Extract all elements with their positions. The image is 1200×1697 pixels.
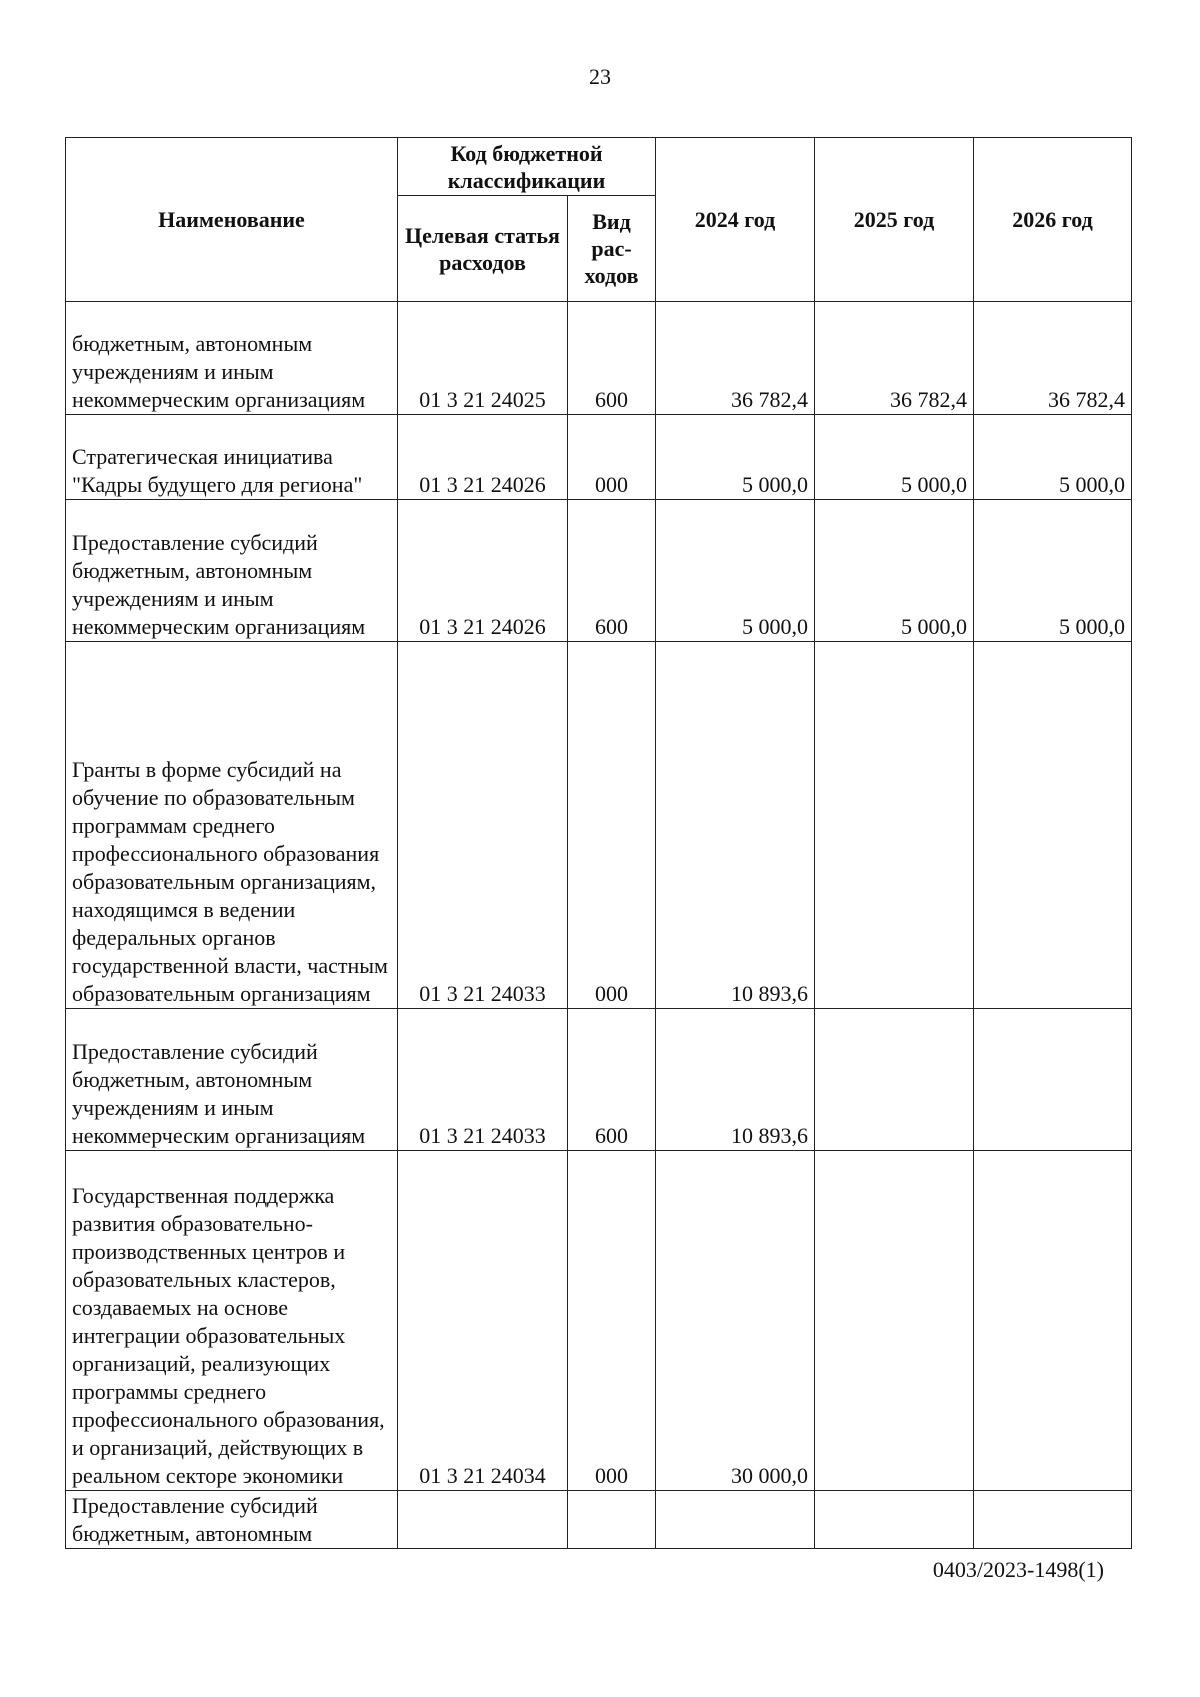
row-target-code: 01 3 21 24025 xyxy=(398,302,568,415)
header-2025: 2025 год xyxy=(815,138,974,302)
row-value-2025 xyxy=(815,1491,974,1549)
row-value-2024: 10 893,6 xyxy=(656,1009,815,1151)
row-value-2026 xyxy=(974,1151,1132,1491)
row-expense-kind: 000 xyxy=(568,1151,656,1491)
budget-table xyxy=(65,137,1132,1549)
table-row xyxy=(66,415,1132,500)
row-target-code: 01 3 21 24026 xyxy=(398,500,568,642)
row-value-2026 xyxy=(974,1491,1132,1549)
table-row xyxy=(66,1491,1132,1549)
table-row xyxy=(66,302,1132,415)
header-name: Наименование xyxy=(66,138,398,302)
row-value-2024 xyxy=(656,1491,815,1549)
row-expense-kind: 600 xyxy=(568,302,656,415)
row-value-2024: 5 000,0 xyxy=(656,500,815,642)
header-2024: 2024 год xyxy=(656,138,815,302)
row-value-2026: 5 000,0 xyxy=(974,415,1132,500)
row-value-2026: 36 782,4 xyxy=(974,302,1132,415)
row-name: Государственная поддержка развития образовательно-производственных центров и образовательных кластеров, создаваемых на основе интеграции образовательных организаций, реализующих программы среднего профессионального образования, и организаций, действующих в реальном секторе экономики xyxy=(66,1151,398,1491)
page-number: 23 xyxy=(589,64,611,89)
header-target-article: Целевая статья расходов xyxy=(398,196,568,302)
row-expense-kind xyxy=(568,1491,656,1549)
row-value-2026 xyxy=(974,642,1132,1009)
table-row xyxy=(66,1009,1132,1151)
row-expense-kind: 000 xyxy=(568,642,656,1009)
row-value-2024: 5 000,0 xyxy=(656,415,815,500)
row-target-code: 01 3 21 24034 xyxy=(398,1151,568,1491)
table-row xyxy=(66,1151,1132,1491)
row-name: Стратегическая инициатива "Кадры будущего для региона" xyxy=(66,415,398,500)
row-value-2025 xyxy=(815,1009,974,1151)
row-target-code: 01 3 21 24033 xyxy=(398,642,568,1009)
row-target-code: 01 3 21 24026 xyxy=(398,415,568,500)
row-name: Предоставление субсидий бюджетным, автономным xyxy=(66,1491,398,1549)
table-row xyxy=(66,642,1132,1009)
table-header xyxy=(66,138,1132,302)
row-name: Предоставление субсидий бюджетным, автономным учреждениям и иным некоммерческим организациям xyxy=(66,500,398,642)
row-target-code: 01 3 21 24033 xyxy=(398,1009,568,1151)
row-value-2025 xyxy=(815,642,974,1009)
row-name: Предоставление субсидий бюджетным, автономным учреждениям и иным некоммерческим организациям xyxy=(66,1009,398,1151)
row-name: бюджетным, автономным учреждениям и иным некоммерческим организациям xyxy=(66,302,398,415)
row-expense-kind: 000 xyxy=(568,415,656,500)
row-value-2026: 5 000,0 xyxy=(974,500,1132,642)
header-code-group: Код бюджетной классификации xyxy=(398,138,656,196)
row-target-code xyxy=(398,1491,568,1549)
row-value-2025: 5 000,0 xyxy=(815,415,974,500)
row-expense-kind: 600 xyxy=(568,500,656,642)
row-value-2024: 30 000,0 xyxy=(656,1151,815,1491)
header-expense-kind: Вид рас-ходов xyxy=(568,196,656,302)
row-value-2025: 36 782,4 xyxy=(815,302,974,415)
row-name: Гранты в форме субсидий на обучение по образовательным программам среднего профессионального образования образовательным организациям, находящимся в ведении федеральных органов государственной власти, частным образовательным организациям xyxy=(66,642,398,1009)
row-expense-kind: 600 xyxy=(568,1009,656,1151)
row-value-2024: 36 782,4 xyxy=(656,302,815,415)
document-number: 0403/2023-1498(1) xyxy=(932,1557,1104,1582)
row-value-2024: 10 893,6 xyxy=(656,642,815,1009)
row-value-2025 xyxy=(815,1151,974,1491)
table-row xyxy=(66,500,1132,642)
row-value-2025: 5 000,0 xyxy=(815,500,974,642)
header-2026: 2026 год xyxy=(974,138,1132,302)
row-value-2026 xyxy=(974,1009,1132,1151)
